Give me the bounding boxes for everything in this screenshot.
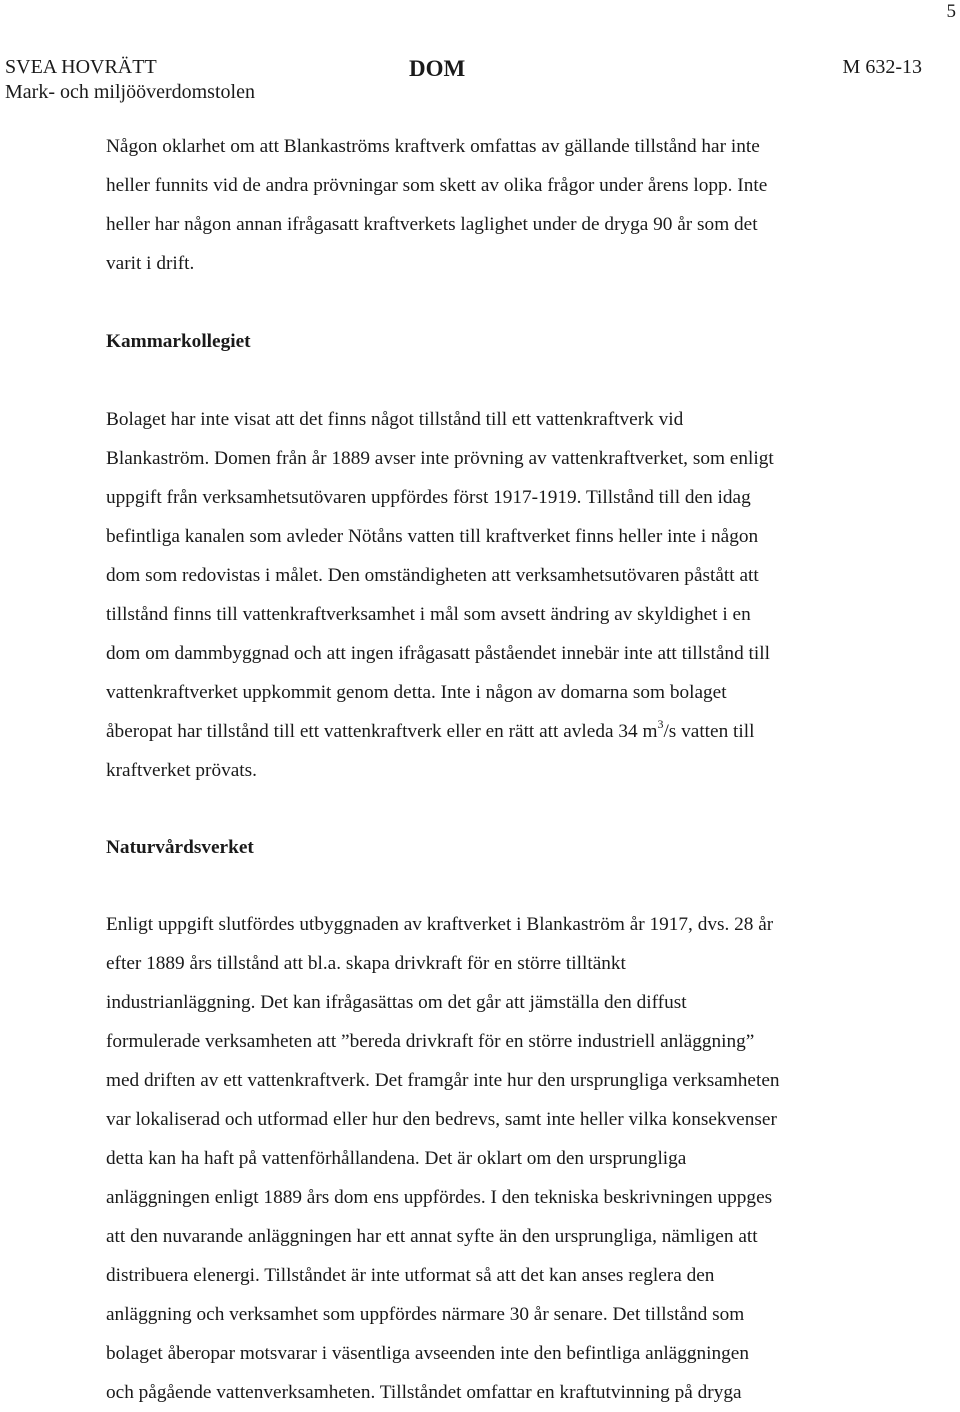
superscript-exponent: 3 — [657, 717, 664, 731]
text-line: Bolaget har inte visat att det finns något tillstånd till ett vattenkraftverk vid — [106, 409, 684, 430]
text-line: med driften av ett vattenkraftverk. Det framgår inte hur den ursprungliga verksamheten — [106, 1070, 780, 1091]
text-line: befintliga kanalen som avleder Nötåns vatten till kraftverket finns heller inte i någon — [106, 526, 759, 547]
text-line: Någon oklarhet om att Blankaströms kraftverk omfattas av gällande tillstånd har inte — [106, 136, 760, 157]
case-number: M 632-13 — [842, 56, 922, 78]
text-line: och pågående vattenverksamheten. Tillståndet omfattar en kraftutvinning på dryga — [106, 1382, 742, 1403]
document-type: DOM — [409, 56, 466, 81]
text-line: dom om dammbyggnad och att ingen ifrågasatt påståendet innebär inte att tillstånd till — [106, 643, 770, 664]
text-line: dom som redovistas i målet. Den omständigheten att verksamhetsutövaren påstått att — [106, 565, 759, 586]
paragraph-naturvardsverket — [106, 905, 906, 1412]
section-heading-kammarkollegiet: Kammarkollegiet — [106, 331, 251, 352]
text-line: heller funnits vid de andra prövningar som skett av olika frågor under årens lopp. Inte — [106, 175, 768, 196]
text-fragment: /s vatten till — [663, 721, 755, 742]
text-line: formulerade verksamheten att ”bereda drivkraft för en större industriell anläggning” — [106, 1031, 755, 1052]
text-line: varit i drift. — [106, 253, 195, 274]
court-name: SVEA HOVRÄTT — [5, 56, 157, 78]
document-header — [5, 55, 922, 107]
paragraph-intro — [106, 127, 906, 283]
text-fragment: åberopat har tillstånd till ett vattenkraftverk eller en rätt att avleda 34 m — [106, 721, 658, 742]
text-line: Blankaström. Domen från år 1889 avser inte prövning av vattenkraftverket, som enligt — [106, 448, 774, 469]
text-line: var lokaliserad och utformad eller hur den bedrevs, samt inte heller vilka konsekvenser — [106, 1109, 777, 1130]
text-line — [106, 712, 906, 751]
paragraph-spacer — [106, 361, 906, 400]
section-heading-naturvardsverket: Naturvårdsverket — [106, 837, 254, 858]
paragraph-kammarkollegiet — [106, 400, 906, 790]
text-line: industrianläggning. Det kan ifrågasättas om det går att jämställa den diffust — [106, 992, 687, 1013]
text-line: bolaget åberopar motsvarar i väsentliga avseenden inte den befintliga anläggningen — [106, 1343, 750, 1364]
document-body — [106, 127, 906, 1412]
text-line: vattenkraftverket uppkommit genom detta. Inte i någon av domarna som bolaget — [106, 682, 727, 703]
text-line: detta kan ha haft på vattenförhållandena. Det är oklart om den ursprungliga — [106, 1148, 687, 1169]
paragraph-spacer — [106, 867, 906, 905]
text-line: att den nuvarande anläggningen har ett annat syfte än den ursprungliga, nämligen att — [106, 1226, 758, 1247]
text-line: tillstånd finns till vattenkraftverksamhet i mål som avsett ändring av skyldighet i en — [106, 604, 751, 625]
court-block — [5, 55, 255, 105]
text-line: anläggning och verksamhet som uppfördes närmare 30 år senare. Det tillstånd som — [106, 1304, 745, 1325]
paragraph-spacer — [106, 790, 906, 828]
text-line: uppgift från verksamhetsutövaren uppfördes först 1917-1919. Tillstånd till den idag — [106, 487, 751, 508]
text-line: Enligt uppgift slutfördes utbyggnaden av kraftverket i Blankaström år 1917, dvs. 28 år — [106, 914, 774, 935]
page-number: 5 — [946, 1, 956, 22]
text-line: efter 1889 års tillstånd att bl.a. skapa drivkraft för en större tilltänkt — [106, 953, 626, 974]
court-division: Mark- och miljööverdomstolen — [5, 81, 255, 103]
text-line: distribuera elenergi. Tillståndet är inte utformat så att det kan anses reglera den — [106, 1265, 715, 1286]
text-line: kraftverket prövats. — [106, 760, 257, 781]
text-line: heller har någon annan ifrågasatt kraftverkets laglighet under de dryga 90 år som det — [106, 214, 758, 235]
text-line: anläggningen enligt 1889 års dom ens uppfördes. I den tekniska beskrivningen uppges — [106, 1187, 773, 1208]
paragraph-spacer — [106, 283, 906, 322]
